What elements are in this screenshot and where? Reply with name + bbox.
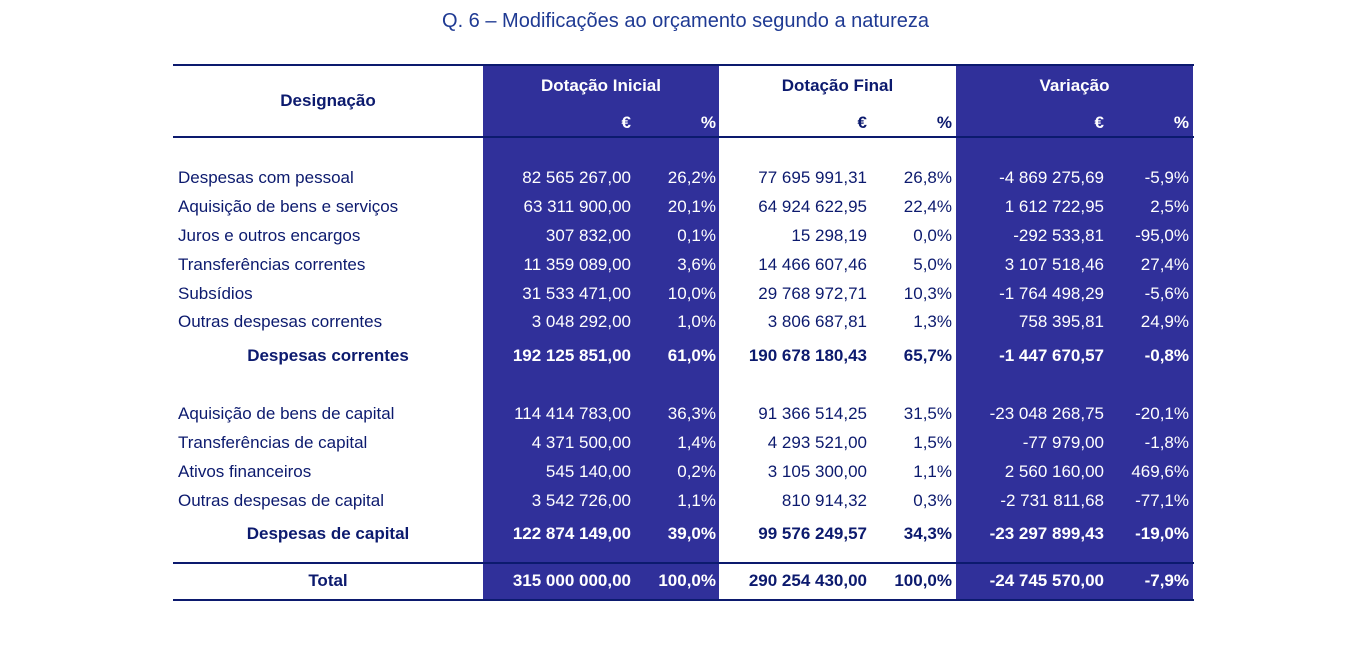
cell-dotacao-final-euro: 3 806 687,81 xyxy=(767,312,867,331)
row-label: Outras despesas de capital xyxy=(178,491,385,510)
cell-variacao-euro: -4 869 275,69 xyxy=(999,168,1104,187)
total-top-rule xyxy=(173,562,1194,564)
cell-dotacao-inicial-pct: 1,4% xyxy=(677,433,716,452)
cell-dotacao-inicial-pct: 61,0% xyxy=(667,346,716,365)
row-label: Transferências de capital xyxy=(178,433,368,452)
cell-dotacao-inicial-euro: 122 874 149,00 xyxy=(512,524,631,543)
cell-variacao-euro: 3 107 518,46 xyxy=(1004,255,1104,274)
page-title: Q. 6 – Modificações ao orçamento segundo a natureza xyxy=(442,10,929,32)
cell-dotacao-final-pct: 34,3% xyxy=(903,524,952,543)
cell-dotacao-final-euro: 810 914,32 xyxy=(781,491,867,510)
cell-dotacao-final-euro: 14 466 607,46 xyxy=(758,255,867,274)
cell-dotacao-inicial-euro: 11 359 089,00 xyxy=(523,255,631,274)
cell-dotacao-final-pct: 65,7% xyxy=(903,346,952,365)
cell-dotacao-inicial-euro: 315 000 000,00 xyxy=(512,571,631,590)
cell-dotacao-inicial-euro: 307 832,00 xyxy=(545,226,631,245)
cell-dotacao-final-euro: 99 576 249,57 xyxy=(758,524,867,543)
cell-variacao-pct: -5,9% xyxy=(1144,168,1189,187)
row-label: Subsídios xyxy=(178,284,253,303)
cell-dotacao-final-euro: 190 678 180,43 xyxy=(748,346,867,365)
row-label: Transferências correntes xyxy=(178,255,366,274)
header-v-euro: € xyxy=(1094,113,1104,132)
cell-variacao-pct: 27,4% xyxy=(1140,255,1189,274)
header-df-pct: % xyxy=(936,113,952,132)
row-label: Despesas com pessoal xyxy=(178,168,354,187)
row-label: Aquisição de bens de capital xyxy=(178,404,395,423)
cell-dotacao-final-euro: 77 695 991,31 xyxy=(758,168,867,187)
cell-dotacao-final-pct: 5,0% xyxy=(913,255,952,274)
header-bottom-rule xyxy=(173,136,1194,138)
cell-variacao-euro: -24 745 570,00 xyxy=(989,571,1104,590)
cell-dotacao-inicial-euro: 114 414 783,00 xyxy=(514,404,631,423)
cell-dotacao-final-pct: 1,1% xyxy=(913,462,952,481)
row-label: Total xyxy=(308,571,348,590)
cell-dotacao-final-euro: 91 366 514,25 xyxy=(758,404,867,423)
cell-dotacao-final-euro: 3 105 300,00 xyxy=(767,462,867,481)
cell-dotacao-final-pct: 31,5% xyxy=(903,404,952,423)
cell-dotacao-inicial-pct: 1,1% xyxy=(677,491,716,510)
cell-dotacao-final-pct: 0,3% xyxy=(913,491,952,510)
cell-variacao-pct: -19,0% xyxy=(1135,524,1189,543)
cell-dotacao-inicial-pct: 0,2% xyxy=(677,462,716,481)
cell-dotacao-inicial-euro: 192 125 851,00 xyxy=(512,346,631,365)
cell-variacao-pct: 469,6% xyxy=(1131,462,1189,481)
cell-variacao-pct: -5,6% xyxy=(1144,284,1189,303)
cell-variacao-euro: 2 560 160,00 xyxy=(1004,462,1104,481)
cell-dotacao-inicial-pct: 26,2% xyxy=(667,168,716,187)
row-label: Juros e outros encargos xyxy=(178,226,361,245)
cell-dotacao-inicial-euro: 3 048 292,00 xyxy=(531,312,631,331)
cell-dotacao-inicial-euro: 545 140,00 xyxy=(545,462,631,481)
cell-variacao-euro: -23 048 268,75 xyxy=(989,404,1104,423)
cell-variacao-pct: -1,8% xyxy=(1144,433,1189,452)
cell-dotacao-inicial-pct: 36,3% xyxy=(667,404,716,423)
cell-dotacao-inicial-euro: 3 542 726,00 xyxy=(531,491,631,510)
cell-variacao-pct: 2,5% xyxy=(1150,197,1189,216)
cell-variacao-euro: -1 764 498,29 xyxy=(999,284,1104,303)
header-di-euro: € xyxy=(621,113,631,132)
cell-variacao-pct: 24,9% xyxy=(1140,312,1189,331)
cell-variacao-euro: 1 612 722,95 xyxy=(1004,197,1104,216)
cell-dotacao-inicial-pct: 3,6% xyxy=(677,255,716,274)
row-label: Despesas correntes xyxy=(247,346,409,365)
cell-dotacao-final-pct: 100,0% xyxy=(894,571,952,590)
cell-variacao-euro: -1 447 670,57 xyxy=(999,346,1104,365)
cell-dotacao-final-pct: 1,3% xyxy=(913,312,952,331)
cell-variacao-euro: 758 395,81 xyxy=(1018,312,1104,331)
header-designacao: Designação xyxy=(280,91,376,110)
cell-dotacao-inicial-pct: 10,0% xyxy=(667,284,716,303)
header-variacao: Variação xyxy=(1039,76,1110,95)
cell-dotacao-inicial-pct: 39,0% xyxy=(667,524,716,543)
cell-dotacao-inicial-pct: 1,0% xyxy=(677,312,716,331)
row-label: Despesas de capital xyxy=(246,524,410,543)
row-label: Ativos financeiros xyxy=(178,462,312,481)
cell-variacao-pct: -95,0% xyxy=(1135,226,1189,245)
cell-dotacao-inicial-pct: 100,0% xyxy=(658,571,716,590)
header-v-pct: % xyxy=(1173,113,1189,132)
cell-dotacao-final-pct: 22,4% xyxy=(903,197,952,216)
cell-dotacao-final-pct: 26,8% xyxy=(903,168,952,187)
header-di-pct: % xyxy=(700,113,716,132)
cell-variacao-pct: -7,9% xyxy=(1144,571,1189,590)
cell-variacao-euro: -23 297 899,43 xyxy=(989,524,1104,543)
cell-dotacao-inicial-euro: 4 371 500,00 xyxy=(531,433,631,452)
cell-dotacao-final-pct: 0,0% xyxy=(913,226,952,245)
row-label: Outras despesas correntes xyxy=(178,312,383,331)
cell-dotacao-final-euro: 64 924 622,95 xyxy=(758,197,867,216)
cell-dotacao-final-euro: 15 298,19 xyxy=(791,226,867,245)
cell-variacao-pct: -0,8% xyxy=(1144,346,1189,365)
cell-dotacao-inicial-pct: 20,1% xyxy=(667,197,716,216)
cell-dotacao-inicial-euro: 63 311 900,00 xyxy=(523,197,631,216)
header-dotacao-inicial: Dotação Inicial xyxy=(541,76,661,95)
cell-dotacao-final-pct: 1,5% xyxy=(913,433,952,452)
cell-variacao-euro: -77 979,00 xyxy=(1022,433,1104,452)
cell-variacao-euro: -292 533,81 xyxy=(1013,226,1104,245)
cell-dotacao-inicial-euro: 82 565 267,00 xyxy=(522,168,631,187)
budget-table xyxy=(173,64,1194,601)
header-df-euro: € xyxy=(857,113,867,132)
header-dotacao-final: Dotação Final xyxy=(781,76,894,95)
table-top-rule xyxy=(173,64,1194,66)
cell-variacao-pct: -20,1% xyxy=(1135,404,1189,423)
table-bottom-rule xyxy=(173,599,1194,601)
cell-dotacao-final-euro: 29 768 972,71 xyxy=(758,284,867,303)
cell-dotacao-final-euro: 290 254 430,00 xyxy=(748,571,867,590)
row-label: Aquisição de bens e serviços xyxy=(178,197,399,216)
cell-variacao-pct: -77,1% xyxy=(1135,491,1189,510)
cell-variacao-euro: -2 731 811,68 xyxy=(1000,491,1104,510)
cell-dotacao-inicial-euro: 31 533 471,00 xyxy=(522,284,631,303)
cell-dotacao-final-pct: 10,3% xyxy=(903,284,952,303)
cell-dotacao-final-euro: 4 293 521,00 xyxy=(767,433,867,452)
cell-dotacao-inicial-pct: 0,1% xyxy=(677,226,716,245)
